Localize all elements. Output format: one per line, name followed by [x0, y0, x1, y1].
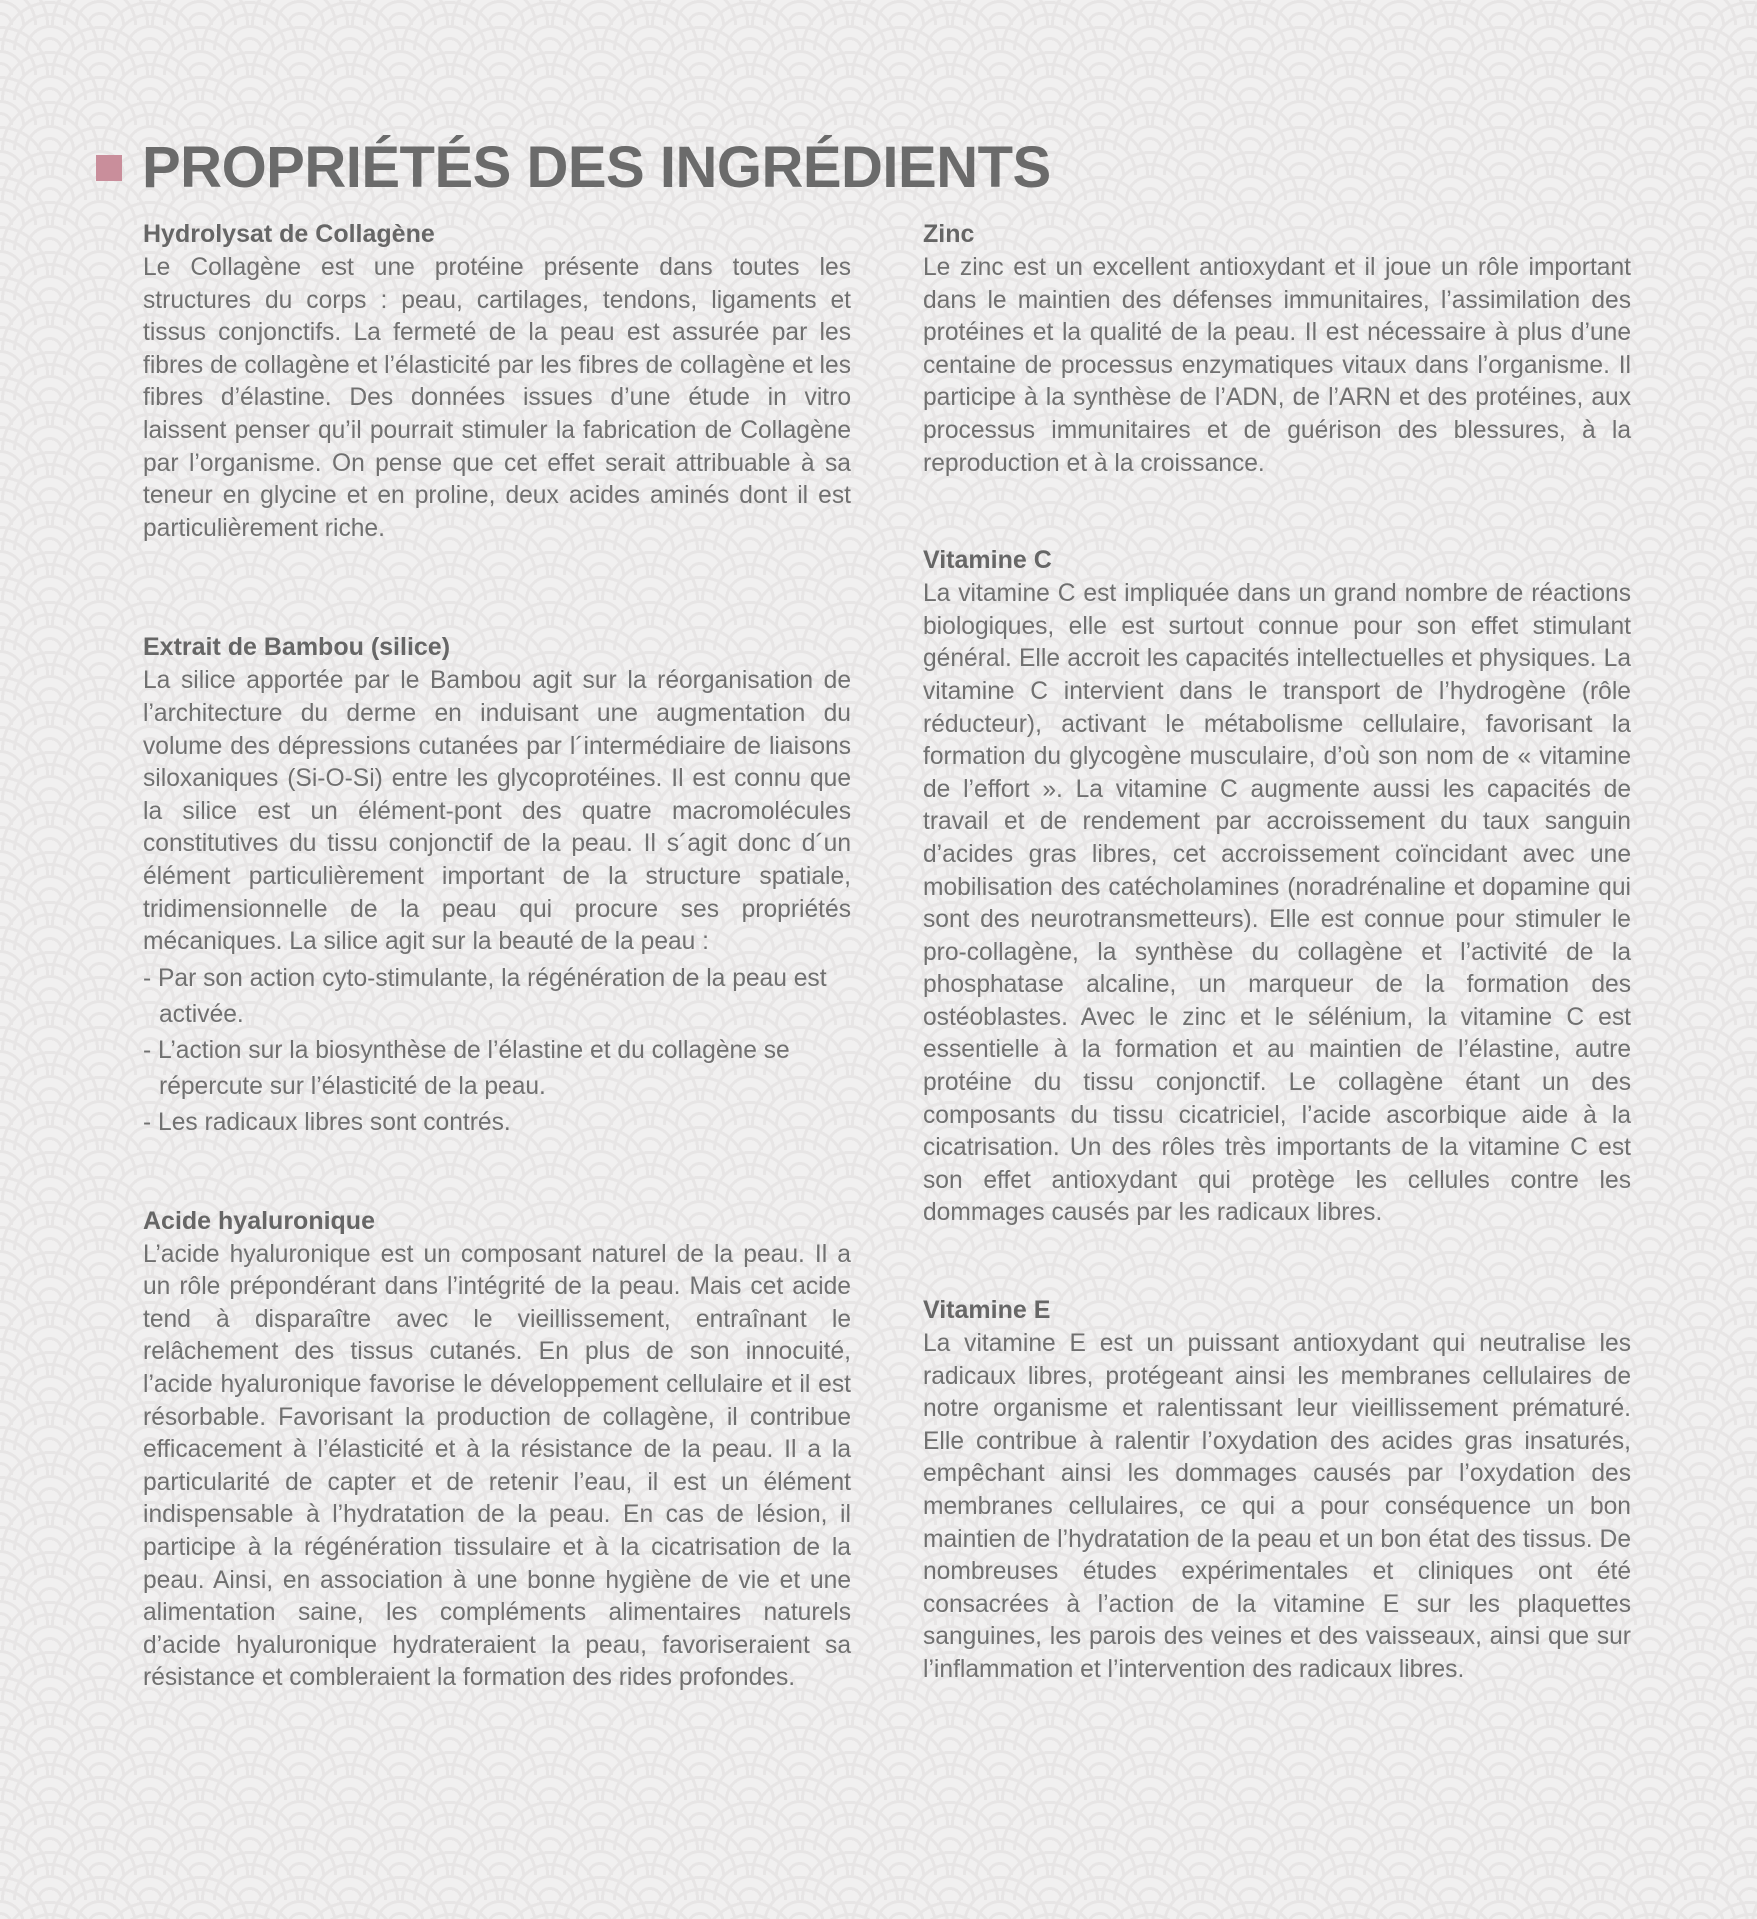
section-vitamin-e	[923, 1294, 1631, 1687]
section-body: La silice apportée par le Bambou agit sur la réorganisation de l’architecture du derme en induisant une augmentation du volume des dépressions cutanées par l´intermédiaire de liaisons siloxaniques (Si-O-Si) entre les glycoprotéines. Il est connu que la silice est un élément-pont des quatre macromolécules constitutives du tissu conjonctif de la peau. Il s´agit donc d´un élément particulièrement important de la structure spatiale, tridimensionnelle de la peau qui procure ses propriétés mécaniques. La silice agit sur la beauté de la peau :	[143, 667, 851, 956]
section-body: La vitamine C est impliquée dans un grand nombre de réactions biologiques, elle est surtout connue pour son effet stimulant général. Elle accroit les capacités intellectuelles et physiques. La vitamine C intervient dans le transport de l’hydrogène (rôle réducteur), activant le métabolisme cellulaire, favorisant la formation du glycogène musculaire, d’où son nom de « vitamine de l’effort ». La vitamine C augmente aussi les capacités de travail et de rendement par accroissement du taux sanguin d’acides gras libres, cet accroissement coïncidant avec une mobilisation des catécholamines (noradrénaline et dopamine qui sont des neurotransmetteurs). Elle est connue pour stimuler le pro-collagène, la synthèse du collagène et l’activité de la phosphatase alcaline, un marqueur de la formation des ostéoblastes. Avec le zinc et le sélénium, la vitamine C est essentielle à la formation et au maintien de l’élastine, autre protéine du tissu conjonctif. Le collagène étant un des composants du tissu cicatriciel, l’acide ascorbique aide à la cicatrisation. Un des rôles très importants de la vitamine C est son effet antioxydant qui protège les cellules contre les dommages causés par les radicaux libres.	[923, 580, 1631, 1227]
section-bamboo	[143, 631, 851, 1140]
section-vitamin-c	[923, 544, 1631, 1230]
section-body: Le Collagène est une protéine présente dans toutes les structures du corps : peau, cartilages, tendons, ligaments et tissus conjonctifs. La fermeté de la peau est assurée par les fibres de collagène et l’élasticité par les fibres de collagène et les fibres d’élastine. Des données issues d’une étude in vitro laissent penser qu’il pourrait stimuler la fabrication de Collagène par l’organisme. On pense que cet effet serait attribuable à sa teneur en glycine et en proline, deux acides aminés dont il est particulièrement riche.	[143, 254, 851, 542]
section-body: Le zinc est un excellent antioxydant et il joue un rôle important dans le maintien des défenses immunitaires, l’assimilation des protéines et la qualité de la peau. Il est nécessaire à plus d’une centaine de processus enzymatiques vitaux dans l’organisme. Il participe à la synthèse de l’ADN, de l’ARN et des protéines, aux processus immunitaires et de guérison des blessures, à la reproduction et à la croissance.	[923, 254, 1631, 477]
section-zinc	[923, 218, 1631, 480]
list-item: - Par son action cyto-stimulante, la régénération de la peau est activée.	[143, 964, 827, 1028]
section-body: La vitamine E est un puissant antioxydant qui neutralise les radicaux libres, protégeant ainsi les membranes cellulaires de notre organisme et ralentissant leur vieillissement prématuré. Elle contribue à ralentir l’oxydation des acides gras insaturés, empêchant ainsi les dommages causés par l’oxydation des membranes cellulaires, ce qui a pour conséquence un bon maintien de l’hydratation de la peau et un bon état des tissus. De nombreuses études expérimentales et cliniques ont été consacrées à l’action de la vitamine E sur les plaquettes sanguines, les parois des veines et des vaisseaux, ainsi que sur l’inflammation et l’intervention des radicaux libres.	[923, 1330, 1631, 1683]
section-body: L’acide hyaluronique est un composant naturel de la peau. Il a un rôle prépondérant dans l’intégrité de la peau. Mais cet acide tend à disparaître avec le vieillissement, entraînant le relâchement des tissus cutanés. En plus de son innocuité, l’acide hyaluronique favorise le développement cellulaire et il est résorbable. Favorisant la production de collagène, il contribue efficacement à l’élasticité et à la résistance de la peau. Il a la particularité de capter et de retenir l’eau, il est un élément indispensable à l’hydratation de la peau. En cas de lésion, il participe à la régénération tissulaire et à la cicatrisation de la peau. Ainsi, en association à une bonne hygiène de vie et une alimentation saine, les compléments alimentaires naturels d’acide hyaluronique hydrateraient la peau, favoriseraient sa résistance et combleraient la formation des rides profondes.	[143, 1240, 851, 1692]
bullet-list	[143, 961, 851, 1141]
right-column	[923, 218, 1631, 1747]
section-hyaluronic	[143, 1205, 851, 1695]
section-collagen	[143, 218, 851, 545]
page-title: PROPRIÉTÉS DES INGRÉDIENTS	[142, 134, 1051, 200]
left-column	[143, 218, 851, 1755]
page-header	[96, 100, 1051, 236]
section-title: Vitamine E	[923, 1296, 1051, 1325]
section-title: Hydrolysat de Collagène	[143, 220, 435, 248]
accent-square	[96, 155, 122, 181]
section-title: Vitamine C	[923, 546, 1052, 575]
list-item: - L’action sur la biosynthèse de l’élastine et du collagène se répercute sur l’élasticité de la peau.	[143, 1036, 790, 1100]
section-title: Acide hyaluronique	[143, 1206, 375, 1235]
section-title: Extrait de Bambou (silice)	[143, 633, 451, 662]
list-item: - Les radicaux libres sont contrés.	[143, 1108, 511, 1136]
section-title: Zinc	[923, 220, 975, 248]
